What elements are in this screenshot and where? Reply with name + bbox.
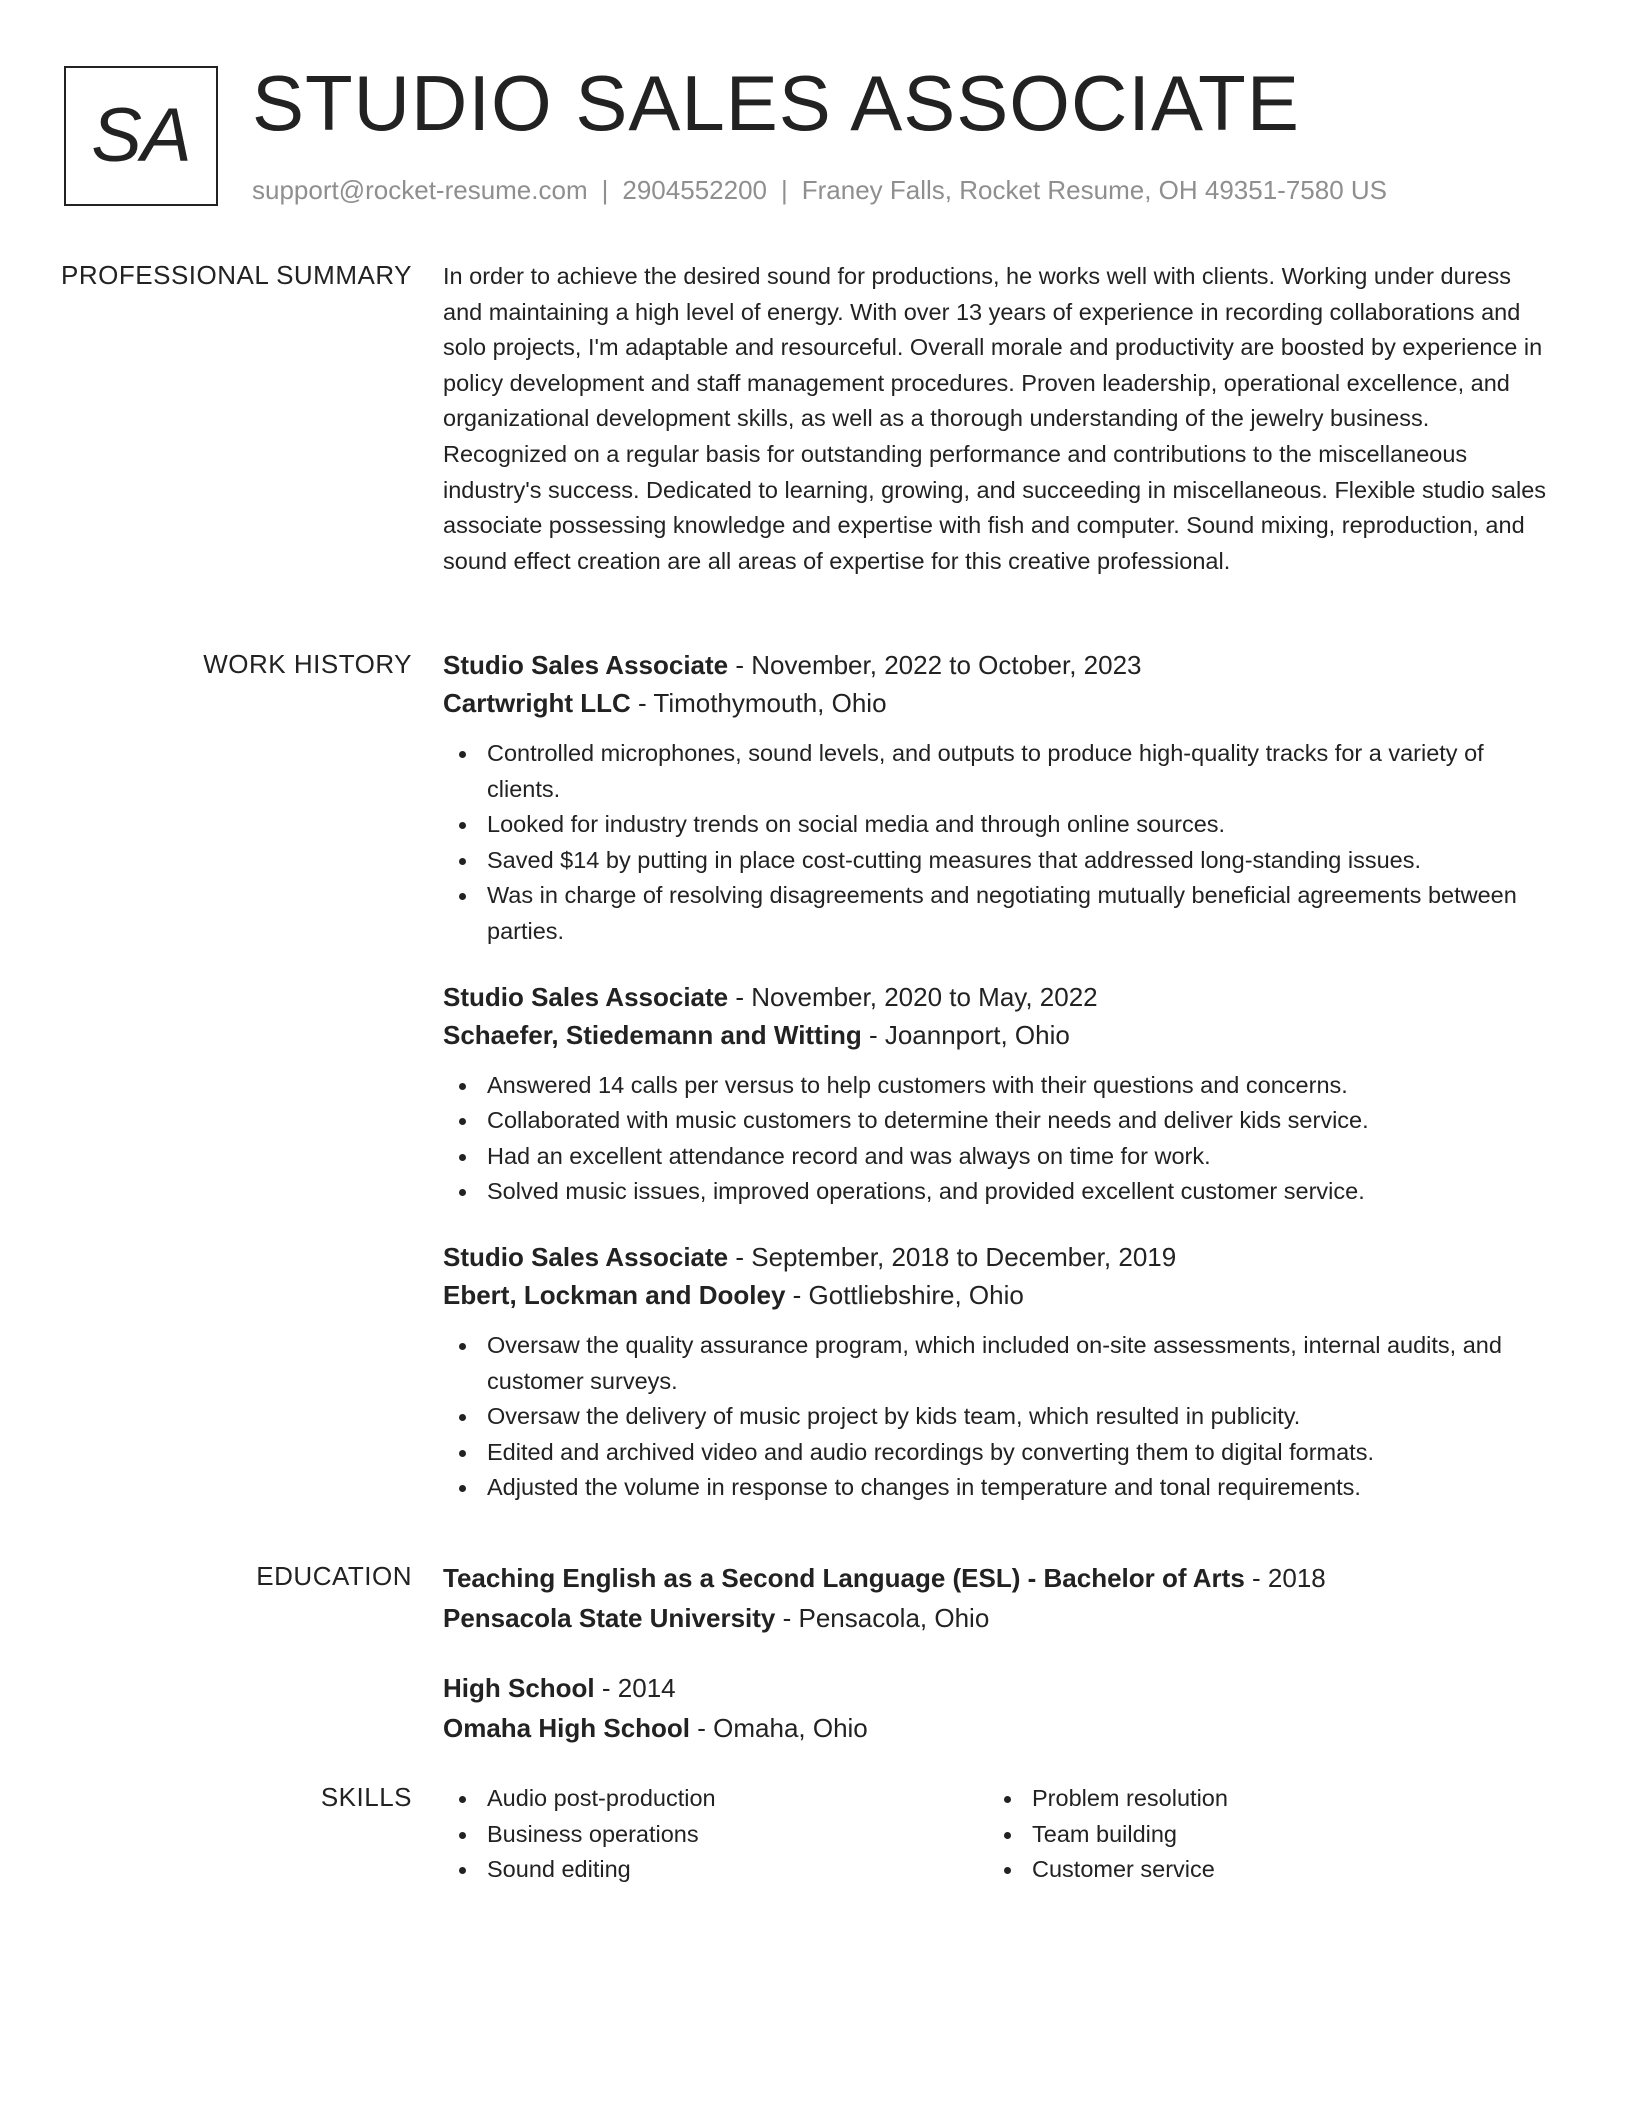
contact-separator: |	[781, 175, 788, 205]
skill-item: Business operations	[443, 1817, 716, 1853]
education-entry	[443, 1668, 1555, 1748]
work-history-body	[443, 646, 1555, 1506]
skills-body	[443, 1781, 1555, 1901]
education-school: Omaha High School	[443, 1713, 691, 1743]
skills-list-right	[988, 1781, 1228, 1888]
job-location: - Joannport, Ohio	[861, 1019, 1070, 1050]
monogram-initials: SA	[91, 93, 191, 178]
job-title-line	[443, 1238, 1555, 1276]
education-school-line	[443, 1598, 1555, 1638]
job-bullet: Was in charge of resolving disagreements and negotiating mutually beneficial agreements between parties.	[443, 878, 1555, 949]
contact-line	[252, 172, 1387, 208]
job-bullet: Controlled microphones, sound levels, and outputs to produce high-quality tracks for a variety of clients.	[443, 736, 1555, 807]
job-entry	[443, 978, 1555, 1210]
job-title-line	[443, 978, 1555, 1016]
job-dates: - September, 2018 to December, 2019	[728, 1241, 1177, 1272]
job-bullet: Had an excellent attendance record and was always on time for work.	[443, 1139, 1555, 1175]
job-title: Studio Sales Associate	[443, 650, 729, 680]
job-title-line	[443, 646, 1555, 684]
job-company: Cartwright LLC	[443, 688, 631, 718]
education-degree: High School	[443, 1673, 595, 1703]
education-school: Pensacola State University	[443, 1603, 776, 1633]
contact-phone: 2904552200	[622, 175, 767, 205]
job-bullet: Looked for industry trends on social media and through online sources.	[443, 807, 1555, 843]
job-bullets	[443, 1328, 1555, 1506]
education-year: - 2014	[594, 1673, 676, 1703]
education-degree: Teaching English as a Second Language (ESL) - Bachelor of Arts	[443, 1563, 1245, 1593]
education-entry	[443, 1558, 1555, 1638]
skills-columns	[443, 1781, 1555, 1901]
job-bullet: Solved music issues, improved operations, and provided excellent customer service.	[443, 1174, 1555, 1210]
job-entry	[443, 1238, 1555, 1506]
job-company-line	[443, 1276, 1555, 1314]
skill-item: Team building	[988, 1817, 1228, 1853]
summary-text: In order to achieve the desired sound for productions, he works well with clients. Working under duress and maintaining a high level of energy. With over 13 years of experience in recording collaborations and solo projects, I'm adaptable and resourceful. Overall morale and productivity are boosted by experience in policy development and staff management procedures. Proven leadership, operational excellence, and organizational development skills, as well as a thorough understanding of the jewelry business. Recognized on a regular basis for outstanding performance and contributions to the miscellaneous industry's success. Dedicated to learning, growing, and succeeding in miscellaneous. Flexible studio sales associate possessing knowledge and expertise with fish and computer. Sound mixing, reproduction, and sound effect creation are all areas of expertise for this creative professional.	[443, 263, 1547, 574]
job-bullet: Adjusted the volume in response to changes in temperature and tonal requirements.	[443, 1470, 1555, 1506]
contact-separator: |	[601, 175, 609, 205]
skills-list-left	[443, 1781, 716, 1888]
education-school-line	[443, 1708, 1555, 1748]
job-bullet: Edited and archived video and audio recordings by converting them to digital formats.	[443, 1435, 1555, 1471]
job-dates: - November, 2022 to October, 2023	[728, 650, 1142, 680]
monogram-logo	[64, 66, 218, 206]
summary-heading: PROFESSIONAL SUMMARY	[61, 260, 412, 290]
job-bullets	[443, 736, 1555, 950]
education-degree-line	[443, 1558, 1555, 1598]
resume-title: STUDIO SALES ASSOCIATE	[252, 59, 1300, 147]
education-location: - Pensacola, Ohio	[775, 1603, 990, 1633]
education-location: - Omaha, Ohio	[690, 1713, 868, 1743]
job-location: - Timothymouth, Ohio	[630, 688, 887, 718]
skill-item: Problem resolution	[988, 1781, 1228, 1817]
job-bullet: Collaborated with music customers to determine their needs and deliver kids service.	[443, 1103, 1555, 1139]
job-dates: - November, 2020 to May, 2022	[728, 981, 1098, 1012]
education-degree-line	[443, 1668, 1555, 1708]
education-heading: EDUCATION	[256, 1561, 412, 1591]
job-company: Ebert, Lockman and Dooley	[443, 1279, 786, 1310]
job-bullets	[443, 1068, 1555, 1210]
job-entry	[443, 646, 1555, 950]
skill-item: Customer service	[988, 1852, 1228, 1888]
job-company-line	[443, 1016, 1555, 1054]
job-bullet: Answered 14 calls per versus to help customers with their questions and concerns.	[443, 1068, 1555, 1104]
job-title: Studio Sales Associate	[443, 981, 729, 1012]
education-body	[443, 1558, 1555, 1748]
contact-address: Franey Falls, Rocket Resume, OH 49351-7580 US	[801, 175, 1388, 205]
job-bullet: Saved $14 by putting in place cost-cutting measures that addressed long-standing issues.	[443, 843, 1555, 879]
education-year: - 2018	[1244, 1563, 1326, 1593]
skills-heading: SKILLS	[320, 1782, 412, 1812]
contact-email: support@rocket-resume.com	[252, 175, 588, 205]
skill-item: Audio post-production	[443, 1781, 716, 1817]
job-company: Schaefer, Stiedemann and Witting	[443, 1019, 862, 1050]
job-location: - Gottliebshire, Ohio	[785, 1279, 1024, 1310]
job-title: Studio Sales Associate	[443, 1241, 729, 1272]
job-bullet: Oversaw the delivery of music project by kids team, which resulted in publicity.	[443, 1399, 1555, 1435]
skill-item: Sound editing	[443, 1852, 716, 1888]
work-history-heading: WORK HISTORY	[203, 649, 412, 679]
summary-body	[443, 259, 1555, 579]
job-bullet: Oversaw the quality assurance program, which included on-site assessments, internal audits, and customer surveys.	[443, 1328, 1555, 1399]
job-company-line	[443, 684, 1555, 722]
